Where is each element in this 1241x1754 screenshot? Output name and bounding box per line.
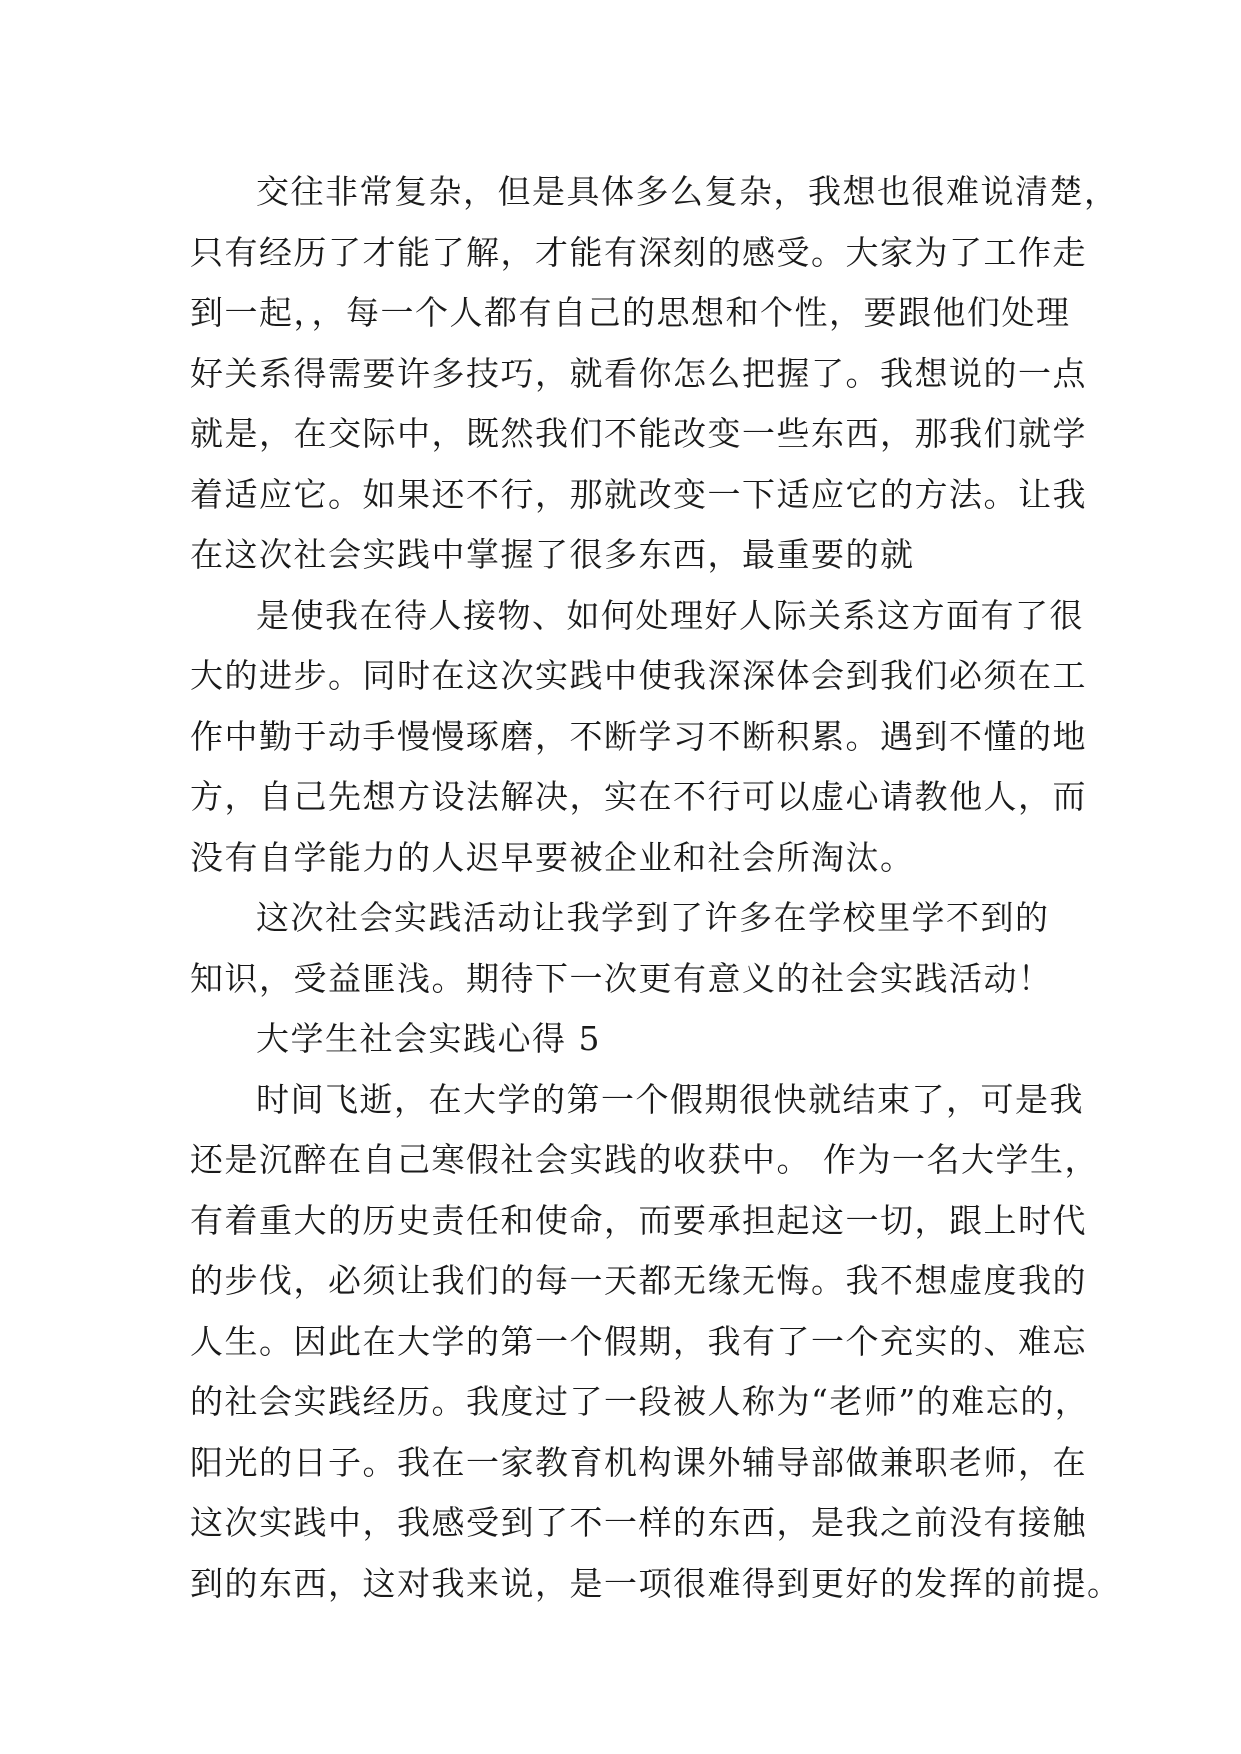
text-line: 好关系得需要许多技巧，就看你怎么把握了。我想说的一点	[190, 353, 1087, 393]
text-line: 是使我在待人接物、如何处理好人际关系这方面有了很	[256, 595, 1084, 635]
text-line: 知识，受益匪浅。期待下一次更有意义的社会实践活动！	[190, 958, 1053, 998]
text-line: 阳光的日子。我在一家教育机构课外辅导部做兼职老师，在	[190, 1442, 1087, 1482]
text-line: 方，自己先想方设法解决，实在不行可以虚心请教他人，而	[190, 777, 1087, 816]
paragraph-1	[190, 162, 1119, 586]
text-line: 还是沉醉在自己寒假社会实践的收获中。 作为一名大学生，	[190, 1140, 1099, 1179]
text-line: 这次社会实践活动让我学到了许多在学校里学不到的	[256, 898, 1050, 937]
document-body	[190, 162, 1122, 1614]
text-line: 着适应它。如果还不行，那就改变一下适应它的方法。让我	[190, 474, 1087, 514]
text-line: 大学生社会实践心得 5	[256, 1019, 601, 1058]
text-line: 没有自学能力的人迟早要被企业和社会所淘汰。	[190, 837, 915, 877]
paragraph-4	[190, 1070, 1122, 1615]
text-line: 在这次社会实践中掌握了很多东西，最重要的就	[190, 535, 915, 574]
section-heading	[190, 1009, 1058, 1070]
text-line: 的步伐，必须让我们的每一天都无缘无悔。我不想虚度我的	[190, 1261, 1087, 1300]
text-line: 大的进步。同时在这次实践中使我深深体会到我们必须在工	[190, 656, 1087, 695]
paragraph-3	[190, 888, 1058, 1009]
text-line: 作中勤于动手慢慢琢磨，不断学习不断积累。遇到不懂的地	[190, 716, 1087, 756]
text-line: 到的东西，这对我来说，是一项很难得到更好的发挥的前提。	[190, 1563, 1122, 1603]
text-line: 就是，在交际中，既然我们不能改变一些东西，那我们就学	[190, 414, 1087, 453]
text-line: 只有经历了才能了解，才能有深刻的感受。大家为了工作走	[190, 232, 1087, 272]
text-line: 这次实践中，我感受到了不一样的东西，是我之前没有接触	[190, 1503, 1087, 1542]
text-line: 到一起，，每一个人都有自己的思想和个性，要跟他们处理	[190, 293, 1071, 332]
text-line: 有着重大的历史责任和使命，而要承担起这一切，跟上时代	[190, 1200, 1087, 1240]
text-line: 人生。因此在大学的第一个假期，我有了一个充实的、难忘	[190, 1321, 1087, 1361]
paragraph-2	[190, 586, 1087, 889]
text-line: 时间飞逝，在大学的第一个假期很快就结束了，可是我	[256, 1079, 1084, 1119]
text-line: 的社会实践经历。我度过了一段被人称为“老师”的难忘的，	[190, 1382, 1090, 1421]
text-line: 交往非常复杂，但是具体多么复杂，我想也很难说清楚，	[256, 172, 1119, 211]
